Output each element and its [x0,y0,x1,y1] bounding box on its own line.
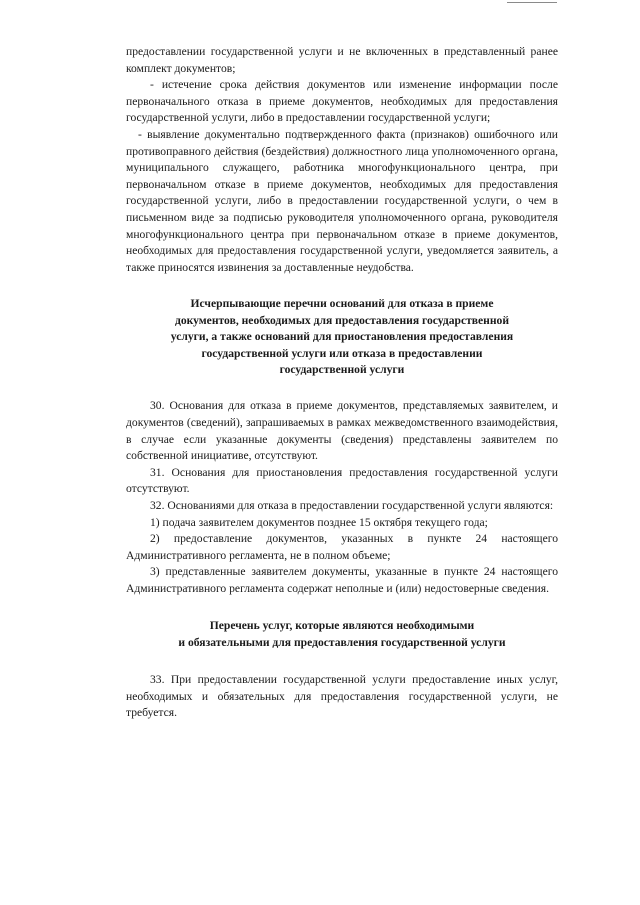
section-heading-grounds [126,296,558,378]
list-item-32-2: 2) предоставление документов, указанных в пункте 24 настоящего Административного регламента, не в полном объеме; [126,532,558,562]
heading-line: Исчерпывающие перечни оснований для отказа в приеме [190,297,494,311]
bullet-document-expiry: - истечение срока действия документов или изменение информации после первоначального отказа в приеме документов, необходимых для предоставления государственной услуги, либо в предоставлении государственной услуги; [126,78,558,125]
paragraph-30: 30. Основания для отказа в приеме документов, представляемых заявителем, и документов (сведений), запрашиваемых в рамках межведомственного взаимодействия, в случае если указанные документы (сведения) представлены заявителем по собственной инициативе, отсутствуют. [126,399,558,463]
heading-line: Перечень услуг, которые являются необходимыми [209,619,475,633]
heading-line: и обязательными для предоставления государственной услуги [178,635,506,649]
top-rule [507,2,557,3]
document-page [126,44,558,722]
heading-line: документов, необходимых для предоставления государственной [174,313,510,327]
paragraph-31: 31. Основания для приостановления предоставления государственной услуги отсутствуют. [126,465,558,496]
bullet-detected-error: - выявление документально подтвержденного факта (признаков) ошибочного или противоправного действия (бездействия) должностного лица уполномоченного органа, муниципального служащего, работника многофункционального центра, при первоначальном отказе в приеме документов, необходимых для предоставления государственной услуги, либо в предоставлении государственной услуги, о чем в письменном виде за подписью руководителя уполномоченного органа, руководителя многофункционального центра при первоначальном отказе в приеме документов, необходимых для предоставления государственной услуги, уведомляется заявитель, а также приносятся извинения за доставленные неудобства. [126,127,558,274]
list-item-32-1: 1) подача заявителем документов позднее 15 октября текущего года; [150,515,488,529]
paragraph-continuation: предоставлении государственной услуги и не включенных в представленный ранее комплект документов; [126,45,558,75]
heading-line: услуги, а также оснований для приостановления предоставления [170,330,514,344]
list-item-32-3: 3) представленные заявителем документы, указанные в пункте 24 настоящего Административного регламента содержат неполные и (или) недостоверные сведения. [126,565,558,595]
paragraph-32: 32. Основаниями для отказа в предоставлении государственной услуги являются: [150,498,554,512]
paragraph-33: 33. При предоставлении государственной услуги предоставление иных услуг, необходимых и обязательных для предоставления государственной услуги, не требуется. [126,673,558,720]
heading-line: государственной услуги [279,362,405,376]
section-heading-services [126,618,558,651]
heading-line: государственной услуги или отказа в предоставлении [201,346,483,360]
